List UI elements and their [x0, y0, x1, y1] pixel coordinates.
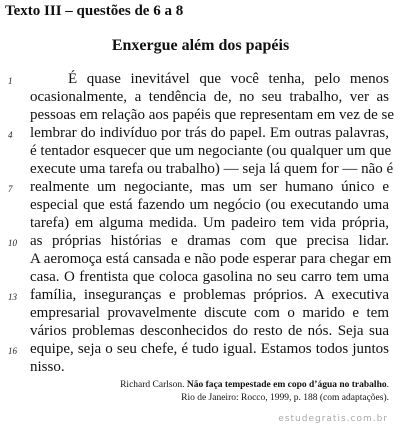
- text-line: as próprias histórias e dramas com que precisa lidar.: [30, 233, 389, 249]
- line-number: 7: [8, 184, 13, 194]
- text-line: lembrar do indivíduo por trás do papel. Em outras palavras,: [30, 125, 389, 141]
- text-line: execute uma tarefa ou trabalho) — seja lá quem for — não é: [30, 161, 394, 177]
- text-line: equipe, seja o seu chefe, é tudo igual. Estamos todos juntos: [30, 341, 389, 357]
- section-header: Texto III – questões de 6 a 8: [5, 3, 184, 19]
- text-line: pessoas em relação aos papéis que representam em vez de se: [30, 107, 395, 123]
- line-number: 16: [8, 346, 17, 356]
- text-line: tarefa) em alguma medida. Um padeiro tem vida própria,: [30, 215, 389, 231]
- line-number: 10: [8, 238, 17, 248]
- line-number: 13: [8, 292, 17, 302]
- text-line: ocasionalmente, a tendência de, no seu trabalho, ver as: [30, 89, 389, 105]
- citation-line-1: [120, 379, 389, 391]
- line-number: 4: [8, 130, 13, 140]
- text-line: casa. O frentista que coloca gasolina no seu carro tem uma: [30, 269, 389, 285]
- text-line: família, inseguranças e problemas próprios. A executiva: [30, 287, 389, 303]
- text-line: realmente um negociante, mas um ser humano único e: [30, 179, 389, 195]
- text-line: A aeromoça está cansada e não pode esperar para chegar em: [30, 251, 392, 267]
- text-line: é tentador esquecer que um negociante (ou qualquer um que: [30, 143, 392, 159]
- site-watermark: estudegratis.com.br: [278, 414, 388, 424]
- citation-book-title: Não faça tempestade em copo d’água no trabalho: [186, 380, 387, 390]
- text-line: É quase inevitável que você tenha, pelo menos: [68, 71, 389, 87]
- citation-author: Richard Carlson.: [120, 380, 187, 390]
- text-line: especial que está fazendo um negócio (ou executando uma: [30, 197, 389, 213]
- line-number: 1: [8, 76, 13, 86]
- text-line: vários problemas desconhecidos do resto de nós. Seja sua: [30, 323, 389, 339]
- citation-end: .: [386, 380, 389, 390]
- text-line: nisso.: [30, 359, 65, 375]
- text-line: empresarial provavelmente discute com o marido e tem: [30, 305, 389, 321]
- text-title: Enxergue além dos papéis: [111, 37, 290, 54]
- citation-line-2: Rio de Janeiro: Rocco, 1999, p. 188 (com adaptações).: [181, 393, 389, 403]
